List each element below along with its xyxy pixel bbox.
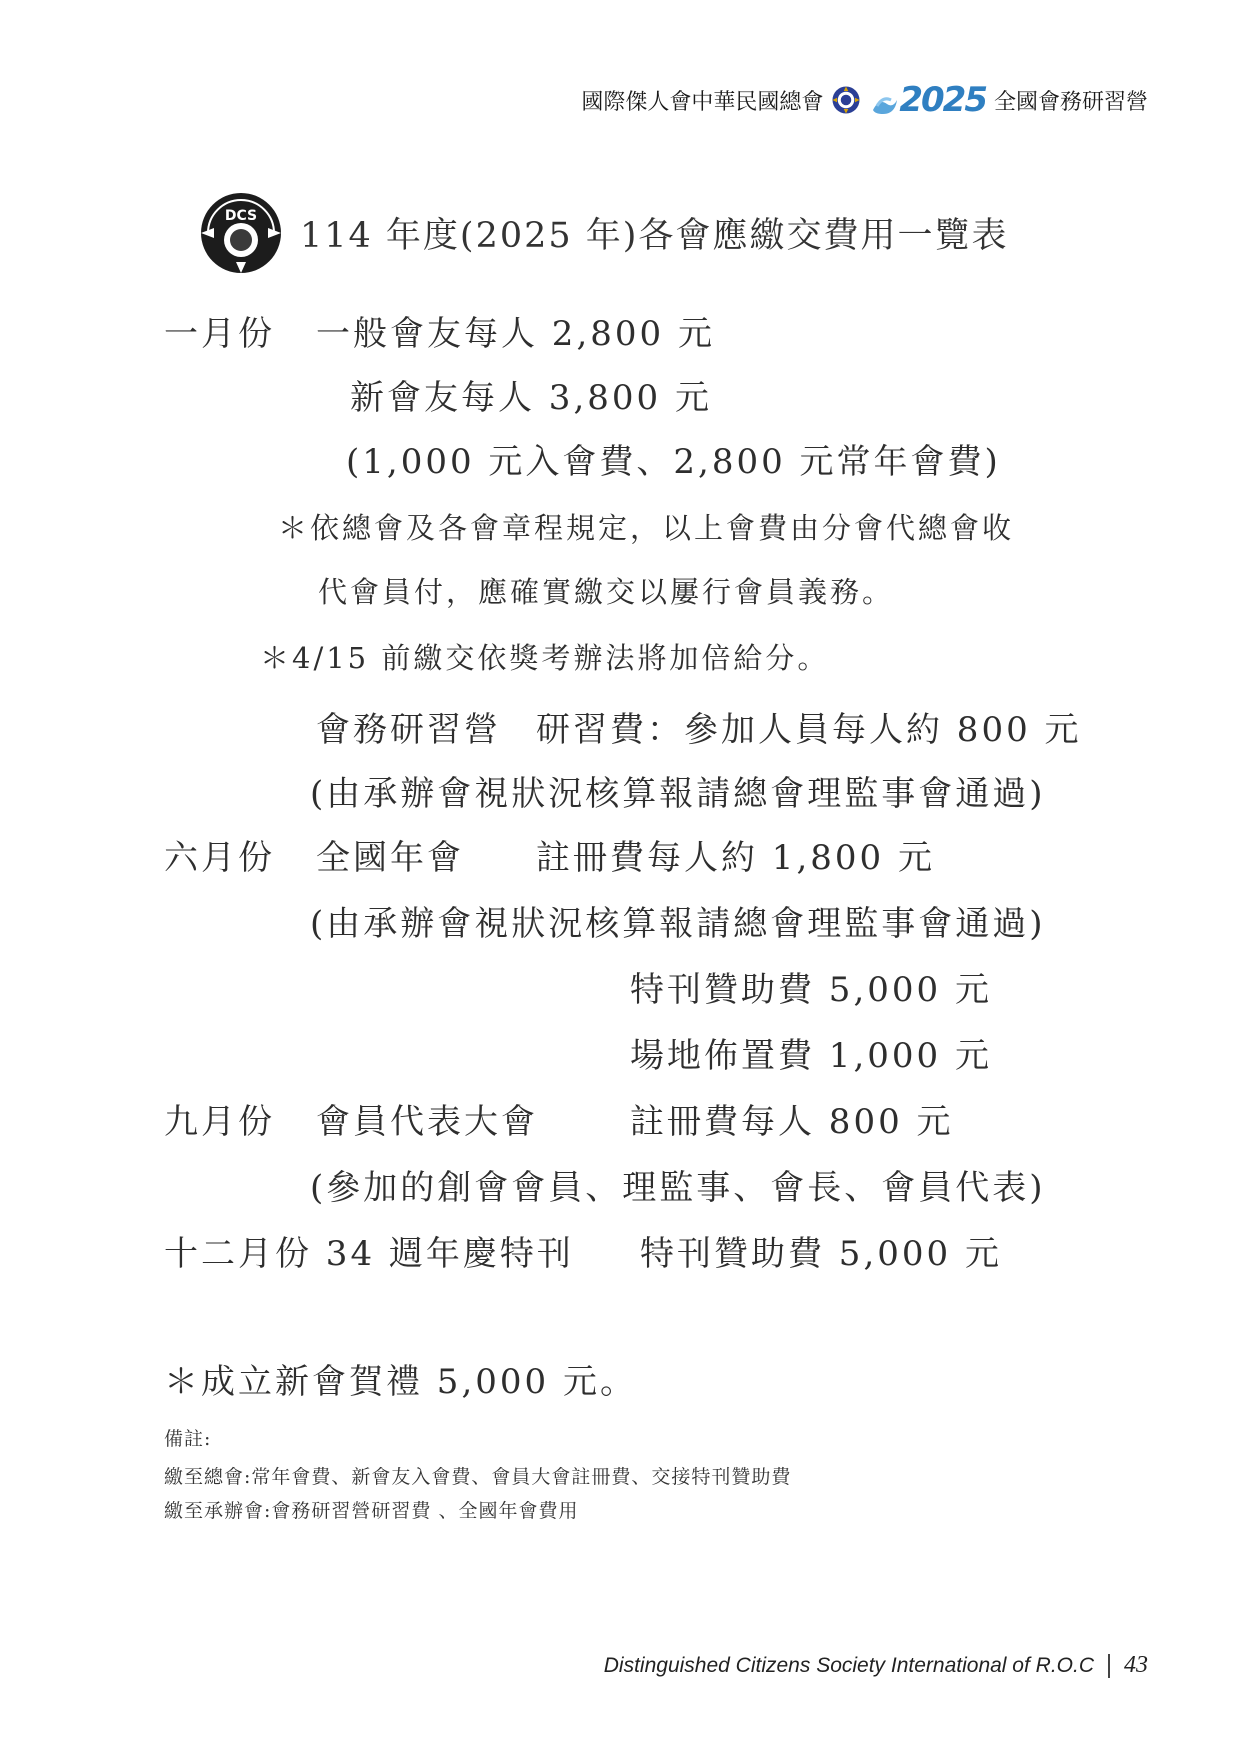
wave-icon bbox=[869, 80, 899, 120]
logo-text: DCS bbox=[224, 208, 258, 224]
page-title: 114 年度(2025 年)各會應繳交費用一覽表 bbox=[300, 216, 1009, 256]
jan-new-member-fee: 新會友每人 3,800 元 bbox=[350, 378, 712, 418]
year-mark bbox=[869, 80, 986, 120]
jun-approval: (由承辦會視狀況核算報請總會理監事會通過) bbox=[310, 904, 1046, 944]
jun-venue-fee: 場地佈置費 1,000 元 bbox=[630, 1036, 992, 1076]
dec-label: 十二月份 34 週年慶特刊 bbox=[164, 1234, 574, 1274]
page-footer bbox=[604, 1652, 1148, 1679]
dec-sponsor-fee: 特刊贊助費 5,000 元 bbox=[640, 1234, 1002, 1274]
page-number: 43 bbox=[1124, 1652, 1148, 1678]
remarks-heading: 備註: bbox=[164, 1428, 212, 1450]
remarks-line1: 繳至總會:常年會費、新會友入會費、會員大會註冊費、交接特刊贊助費 bbox=[164, 1466, 792, 1488]
remarks-line2: 繳至承辦會:會務研習營研習費 、全國年會費用 bbox=[164, 1500, 579, 1522]
note-rules-line2: 代會員付，應確實繳交以屢行會員義務。 bbox=[318, 575, 895, 609]
note-deadline: ＊4/15 前繳交依獎考辦法將加倍給分。 bbox=[260, 641, 830, 675]
sep-attendees: (參加的創會會員、理監事、會長、會員代表) bbox=[310, 1168, 1046, 1208]
jun-event: 全國年會 bbox=[316, 838, 464, 878]
title-row bbox=[196, 190, 1008, 276]
camp-approval: (由承辦會視狀況核算報請總會理監事會通過) bbox=[310, 774, 1046, 814]
camp-fee: 研習費：參加人員每人約 800 元 bbox=[536, 710, 1082, 750]
dcs-logo-icon bbox=[196, 190, 286, 276]
jun-sponsor-fee: 特刊贊助費 5,000 元 bbox=[630, 970, 992, 1010]
page-header bbox=[581, 72, 1148, 128]
jan-fee-breakdown: (1,000 元入會費、2,800 元常年會費) bbox=[346, 442, 1001, 482]
footer-divider bbox=[1108, 1654, 1110, 1678]
sep-registration-fee: 註冊費每人 800 元 bbox=[630, 1102, 954, 1142]
jun-registration-fee: 註冊費每人約 1,800 元 bbox=[536, 838, 935, 878]
footer-org-name: Distinguished Citizens Society International of R.O.C bbox=[603, 1653, 1094, 1677]
camp-name: 會務研習營 bbox=[316, 710, 501, 750]
header-event-name: 全國會務研習營 bbox=[993, 89, 1148, 115]
sep-label: 九月份 bbox=[164, 1102, 275, 1142]
note-rules-line1: ＊依總會及各會章程規定，以上會費由分會代總會收 bbox=[278, 511, 1015, 545]
dcs-emblem-icon bbox=[831, 85, 861, 115]
jan-general-fee: 一般會友每人 2,800 元 bbox=[316, 314, 715, 354]
new-club-gift: ＊成立新會賀禮 5,000 元。 bbox=[164, 1362, 637, 1402]
sep-event: 會員代表大會 bbox=[316, 1102, 538, 1142]
header-org-name: 國際傑人會中華民國總會 bbox=[581, 89, 824, 115]
jun-label: 六月份 bbox=[164, 838, 275, 878]
jan-label: 一月份 bbox=[164, 314, 275, 354]
year-text: 2025 bbox=[899, 80, 986, 120]
